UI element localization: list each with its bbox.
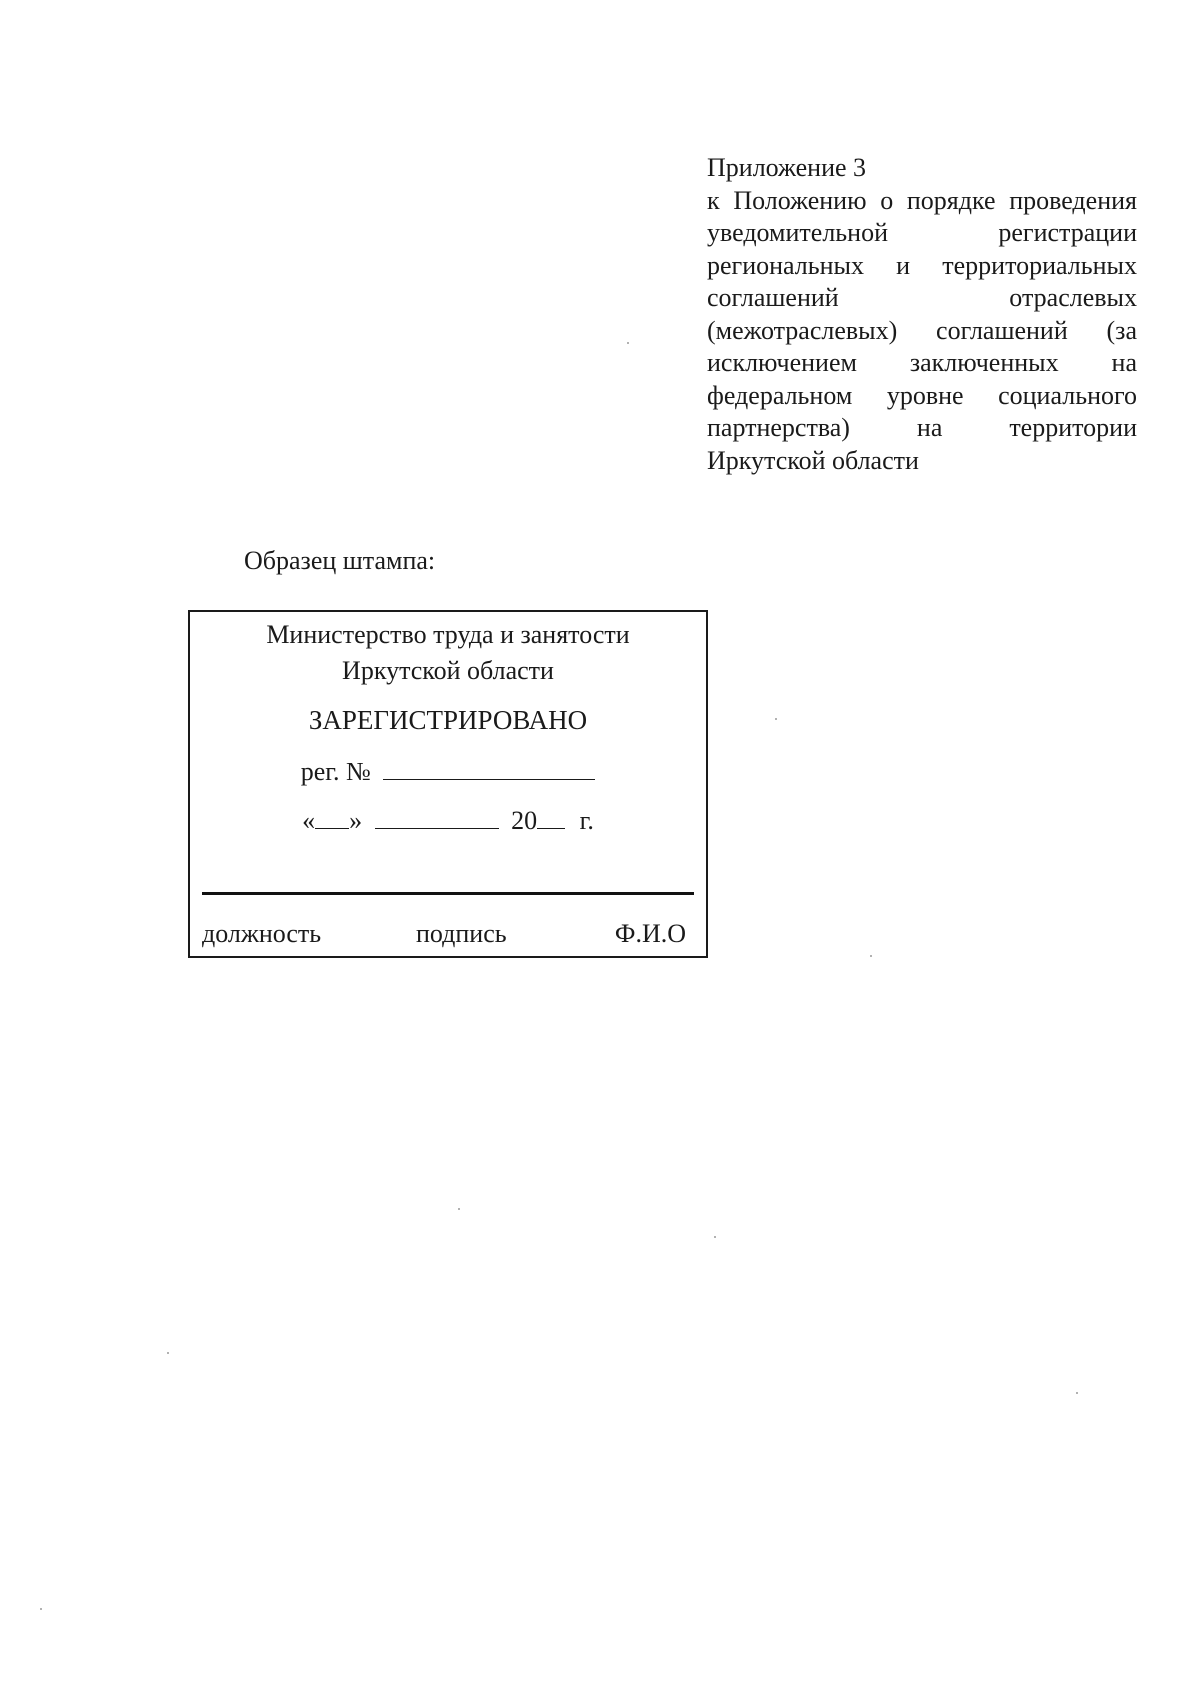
scan-speck bbox=[775, 718, 777, 720]
stamp-reg-label: рег. № bbox=[300, 757, 371, 786]
scan-speck bbox=[40, 1608, 42, 1610]
year-suffix: г. bbox=[579, 806, 594, 835]
signature-rule bbox=[202, 892, 694, 895]
scan-speck bbox=[458, 1208, 460, 1210]
date-open-quote: « bbox=[302, 806, 316, 835]
scan-speck bbox=[714, 1236, 716, 1238]
date-close-quote: » bbox=[349, 806, 363, 835]
year-blank bbox=[537, 804, 565, 829]
stamp-status: ЗАРЕГИСТРИРОВАНО bbox=[308, 705, 588, 735]
month-blank bbox=[375, 804, 499, 829]
appendix-title: Приложение 3 bbox=[707, 153, 867, 182]
signature-name-label: Ф.И.О bbox=[614, 919, 686, 948]
scan-speck bbox=[1076, 1392, 1078, 1394]
scan-speck bbox=[870, 955, 872, 957]
signature-position-label: должность bbox=[202, 919, 322, 948]
year-prefix: 20 bbox=[511, 806, 538, 835]
stamp-ministry-line-2: Иркутской области bbox=[342, 656, 554, 685]
scan-speck bbox=[167, 1352, 169, 1354]
registration-stamp bbox=[188, 610, 708, 958]
stamp-ministry-line-1: Министерство труда и занятости bbox=[266, 620, 630, 649]
signature-sign-label: подпись bbox=[416, 919, 507, 948]
appendix-header bbox=[707, 152, 1137, 477]
stamp-sample-label: Образец штампа: bbox=[244, 546, 436, 575]
scan-speck bbox=[627, 342, 629, 344]
day-blank bbox=[315, 804, 349, 829]
reg-number-blank bbox=[383, 755, 595, 780]
stamp-date-line bbox=[190, 804, 706, 837]
appendix-description: к Положению о порядке проведения уведомительной регистрации региональных и территориальных соглашений отраслевых (межотраслевых) соглашений (за исключением заключенных на федеральном уровне социального партнерства) на территории Иркутской области bbox=[707, 185, 1137, 475]
stamp-reg-number-line bbox=[190, 755, 706, 788]
